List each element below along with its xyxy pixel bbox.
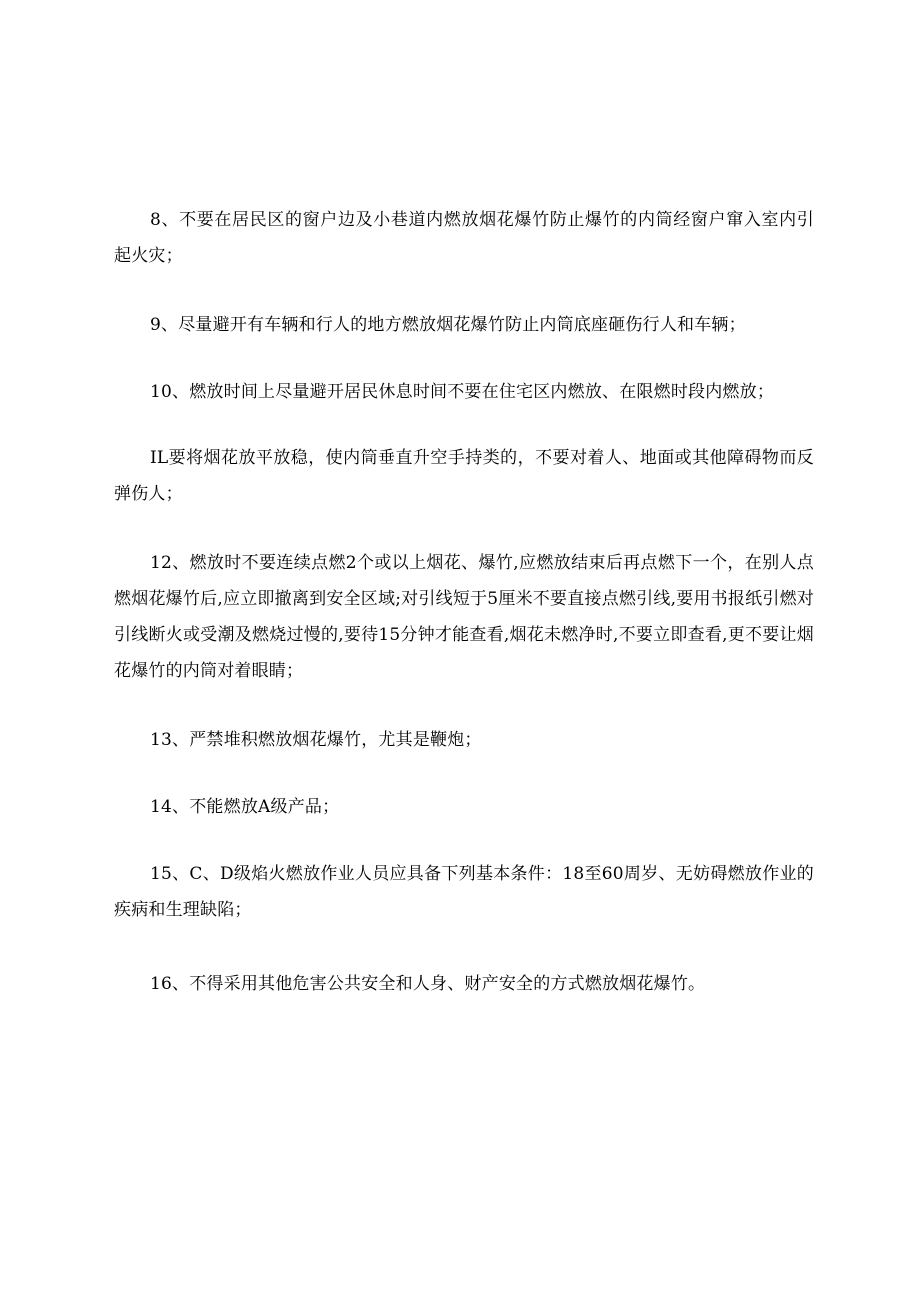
paragraph-item-9: 9、尽量避开有车辆和行人的地方燃放烟花爆竹防止内筒底座砸伤行人和车辆；	[150, 315, 746, 335]
paragraph-item-14: 14、不能燃放A级产品；	[150, 797, 340, 817]
paragraph-item-13: 13、严禁堆积燃放烟花爆竹，尤其是鞭炮；	[150, 730, 482, 750]
paragraph-item-16: 16、不得采用其他危害公共安全和人身、财产安全的方式燃放烟花爆竹。	[150, 974, 706, 994]
paragraph-item-8: 8、不要在居民区的窗户边及小巷道内燃放烟花爆竹防止爆竹的内筒经窗户窜入室内引起火灾；	[114, 210, 814, 266]
paragraph-item-11: IL要将烟花放平放稳，使内筒垂直升空手持类的，不要对着人、地面或其他障碍物而反弹伤人；	[114, 448, 814, 504]
paragraph-item-15: 15、C、D级焰火燃放作业人员应具备下列基本条件：18至60周岁、无妨碍燃放作业的疾病和生理缺陷；	[114, 864, 814, 920]
paragraph-item-12: 12、燃放时不要连续点燃2个或以上烟花、爆竹,应燃放结束后再点燃下一个，在别人点燃烟花爆竹后,应立即撤离到安全区域;对引线短于5厘米不要直接点燃引线,要用书报纸引燃对引线断火或受潮及燃烧过慢的,要待15分钟才能查看,烟花未燃净时,不要立即查看,更不要让烟花爆竹的内筒对着眼睛；	[114, 553, 814, 681]
paragraph-item-10: 10、燃放时间上尽量避开居民休息时间不要在住宅区内燃放、在限燃时段内燃放；	[150, 382, 775, 402]
